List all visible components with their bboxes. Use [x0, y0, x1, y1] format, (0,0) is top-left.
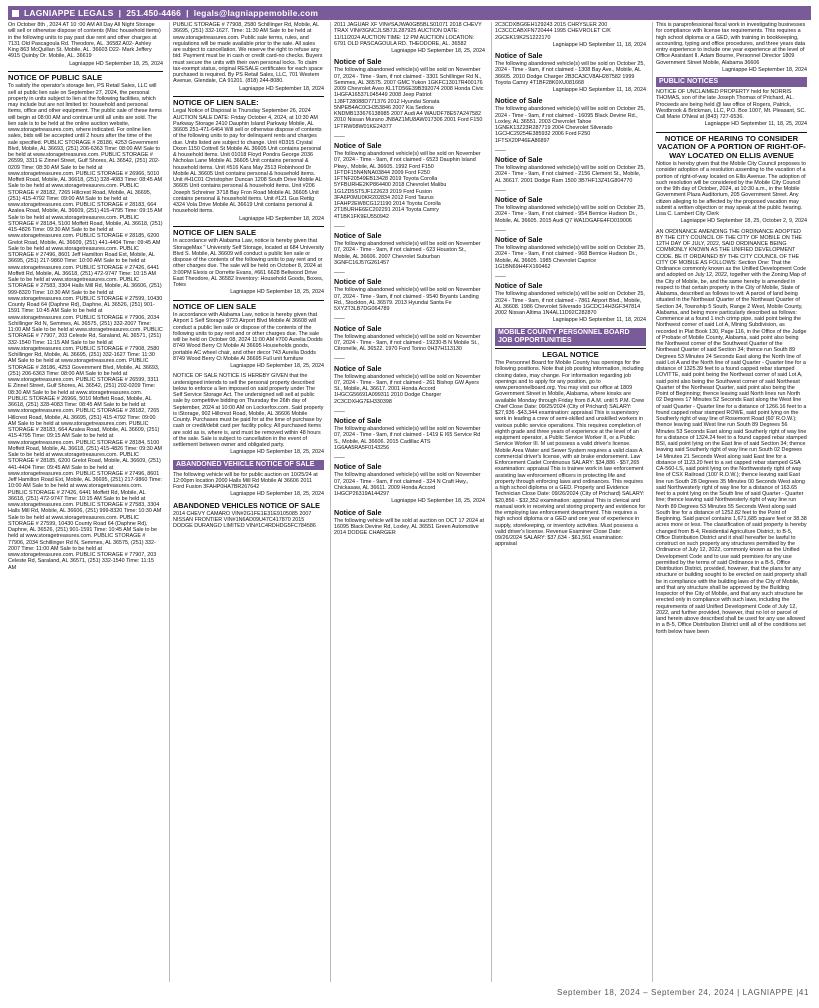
legal-notice: [173, 511, 324, 530]
publication-line: Lagniappe HD September 18, 25, 2024: [230, 363, 324, 369]
notice-title: LEGAL NOTICE: [542, 349, 599, 359]
publication-line: Lagniappe HD September 18, 25, 2024: [230, 491, 324, 498]
notice-separator: ——: [495, 227, 506, 234]
notice-body: The following vehicle will be for public auction on 10/25/24 at 12:00pm location 2000 Halls Mill Rd Mobile Al 36606 2011 Ford Fusion 3FAHP0HA7BR267642: [173, 471, 318, 490]
notice-body: To satisfy the operator's storage lien, PS Retail Sales, LLC will sell at public lien sale on September 27, 2024, the personal property in units subject to lien at the following facilities, which may include but are not limited to: household and personal items, office and other equipment. The public sale of these items will begin at 08:00 AM and continue until all units are sold. The lien sale is to be held at the online auction website, www.storagetreasures.com, where indicated. For online lien sales, bids will be accepted until 2 hours after the time of the sale specified. PUBLIC STORAGE # 28186, 4253 Government Blvd, Mobile, AL 36693, (251) 206-6363 Time: 08:00 AM Sale to be held at www.storagetreasures.com. PUBLIC STORAGE # 26599, 3311 E Zinnel Street, Gulf Shores, AL 36542, (251) 202-0209 Time: 08:30 AM Sale to be held at www.storagetreasures.com. PUBLIC STORAGE # 26966, 5010 Moffett Road, Mobile, AL 36618, (251) 328-4083 Time: 08:45 AM Sale to be held at www.storagetreasures.com. PUBLIC STORAGE # 28182, 7265 Hillcrest Road, Mobile, AL 36695, (251) 415-4792 Time: 09:00 AM Sale to be held at www.storagetreasures.com. PUBLIC STORAGE # 28183, 664 Azalea Road, Mobile, AL 36609, (251) 415-4795 Time: 09:15 AM Sale to be held at www.storagetreasures.com. PUBLIC STORAGE # 28184, 5100 Moffett Road, Mobile, AL 36618, (251) 415-4826 Time: 09:30 AM Sale to be held at www.storagetreasures.com. PUBLIC STORAGE # 28185, 6200 Grelot Road, Mobile, AL 36609, (251) 441-4404 Time: 09:45 AM Sale to be held at www.storagetreasures.com. PUBLIC STORAGE # 27496, 8601 Jeff Hamilton Road Ext, Mobile, AL 36695, (251) 217-9860 Time: 10:00 AM Sale to be held at www.storagetreasures.com. PUBLIC STORAGE # 27426, 6441 Moffett Rd, Mobile, AL 36618, (251) 472-9747 Time: 10:15 AM Sale to be held at www.storagetreasures.com. PUBLIC STORAGE # 27583, 3304 Halls Mill Rd, Mobile, AL 36606, (251) 999-8320 Time: 10:30 AM Sale to be held at www.storagetreasures.com. PUBLIC STORAGE # 27599, 10430 County Road 64 (Daphne Rd), Daphne, AL 36526, (251) 901-1591 Time: 10:45 AM Sale to be held at www.storagetreasures.com. PUBLIC STORAGE # 77906, 2034 Schillinger Rd N, Semmes, AL 36575, (251) 332-2007 Time: 11:00 AM Sale to be held at www.storagetreasures.com. PUBLIC STORAGE # 77907, 203 Celeste Rd, Saraland, AL 36571, (251) 332-1540 Time: 11:15 AM Sale to be held at www.storagetreasures.com. PUBLIC STORAGE # 77908, 2580 Schillinger Rd, Mobile, AL 36695, (251) 332-1627 Time: 11:30 AM Sale to be held at www.storagetreasures.com. PUBLIC STORAGE # 28186, 4253 Government Blvd, Mobile, AL 36693, (251) 206-6363 Time: 08:00 AM Sale to be held at www.storagetreasures.com. PUBLIC STORAGE # 26599, 3311 E Zinnel Street, Gulf Shores, AL 36542, (251) 202-0209 Time: 08:30 AM Sale to be held at www.storagetreasures.com. PUBLIC STORAGE # 26966, 5010 Moffett Road, Mobile, AL 36618, (251) 328-4083 Time: 08:45 AM Sale to be held at www.storagetreasures.com. PUBLIC STORAGE # 28182, 7265 Hillcrest Road, Mobile, AL 36695, (251) 415-4792 Time: 09:00 AM Sale to be held at www.storagetreasures.com. PUBLIC STORAGE # 28183, 664 Azalea Road, Mobile, AL 36609, (251) 415-4795 Time: 09:15 AM Sale to be held at www.storagetreasures.com. PUBLIC STORAGE # 28184, 5100 Moffett Road, Mobile, AL 36618, (251) 415-4826 Time: 09:30 AM Sale to be held at www.storagetreasures.com. PUBLIC STORAGE # 28185, 6200 Grelot Road, Mobile, AL 36609, (251) 441-4404 Time: 09:45 AM Sale to be held at www.storagetreasures.com. PUBLIC STORAGE # 27496, 8601 Jeff Hamilton Road Ext, Mobile, AL 36695, (251) 217-9860 Time: 10:00 AM Sale to be held at www.storagetreasures.com. PUBLIC STORAGE # 27426, 6441 Moffett Rd, Mobile, AL 36618, (251) 472-9747 Time: 10:15 AM Sale to be held at www.storagetreasures.com. PUBLIC STORAGE # 27583, 3304 Halls Mill Rd, Mobile, AL 36606, (251) 999-8320 Time: 10:30 AM Sale to be held at www.storagetreasures.com. PUBLIC STORAGE # 27599, 10430 County Road 64 (Daphne Rd), Daphne, AL 36526, (251) 901-1591 Time: 10:45 AM Sale to be held at www.storagetreasures.com. PUBLIC STORAGE # 77906, 2034 Schillinger Rd N, Semmes, AL 36575, (251) 332-2007 Time: 11:00 AM Sale to be held at www.storagetreasures.com. PUBLIC STORAGE # 77907, 203 Celeste Rd, Saraland, AL 36571, (251) 332-1540 Time: 11:15 AM: [8, 83, 163, 571]
notice-body: The following abandoned vehicle(s) will be sold on October 25, 2024 - Time - 9am, if not claimed - 16095 Black Devine Rd., Loxley, AL 36551. 2003 Chevrolet Tahoe 1GNEK13Z23R287719 2004 Chevrolet Silverado 1GCHC29254E385932 2006 Ford F250 1FTSX20P46EA86897: [495, 106, 645, 144]
notice-body: This is paraprofessional fiscal work in investigating businesses for compliance with license tax requirements. This requires a high school diploma or a GED, with training in bookkeeping, accounting, typing and office procedures, and three years data entry experience to include one year experience at the level of Office Assistant II. Adam Bourne, Personnel Director 1809 Government Street Mobile, Alabama 36606: [656, 22, 806, 66]
publication-line: Lagniappe HD September 11, 18, 25, 2024: [704, 121, 807, 128]
section-divider: [495, 348, 646, 349]
notice-subtitle: Notice of Sale: [334, 363, 382, 373]
legal-notice: [334, 151, 485, 220]
publication-line: Lagniappe HD September 18, 2024: [239, 85, 324, 92]
publication-line: Lagniappe HD September 18, 25, 2024: [69, 60, 163, 67]
notice-body: 2014 CHEVY CAMARO VIN#2G1FE1E31E9105085 2007 NISSAN FRONTIER VIN#1N6AD09U47C417870 2015 DODGE DURANGO LIMITED VIN#1C4RDHDG5FC784586: [173, 510, 316, 529]
notice-subtitle: Notice of Sale: [495, 51, 543, 60]
notice-subtitle: Notice of Sale: [334, 277, 382, 287]
legal-columns: [8, 22, 811, 982]
section-divider: [656, 132, 807, 133]
notice-body: The following abandoned vehicle(s) will be sold on November 07, 2024 - Time - 9am, if not claimed - 6523 Dauphin Island Pkwy., Mobile, AL 36605. 1992 Ford F150 1FTDF15N4NNA03844 2009 Ford F250 1FTNF20549EB13428 2019 Toyota Corolla 5YFBURHE2KP864400 2018 Chevrolet Malibu 1G1ZD5ST5JF122623 2019 Ford Fusion 3FA6P0MU0KR202834 2012 Ford Taurus 1FAHP2EW8CG121190 2014 Toyota Corolla 2T1BURHE6EC202291 2014 Toyota Camry 4T1BK1FK9EU550942: [334, 151, 481, 220]
notice-subtitle: Notice of Sale: [495, 195, 543, 204]
notice-body: The following abandoned vehicle(s) will be sold on October 25, 2024 - Time - 9am, if not claimed - 954 Bernice Hudson Dr., Mobile, AL 36605. 2015 Audi Q7 WA1DGAFE4FD019006: [495, 205, 645, 224]
notice-separator: ——: [334, 356, 345, 363]
notice-body: On October 8th , 2024 AT 10 :00 AM All Day All Night Storage will sell or otherwise dispose of contents (Misc household items) in the following units to pay past due rent and other charges at 7131 Old Pascagoula Rd. Theodore, AL. 36582 A02- Ashley King 863 McQuillan St. Mobile, AL. 36603 D22- Mark Jeffery 4915 Quinby Dr. Mobile, AL. 36619: [8, 22, 161, 60]
legal-notice: [495, 61, 646, 93]
notice-separator: ——: [334, 133, 345, 140]
legal-notice: [495, 165, 646, 184]
notice-separator: ——: [334, 408, 345, 415]
notice-body: The following abandoned vehicle(s) will be sold on November 07, 2024 - Time - 9am, if not claimed - 3301 Schillinger Rd N., Semmes, AL 36575. 2007 GMC Yukon 1GKFC13017R400176 2009 Chevrolet Aveo KL1TD56E39B392074 2008 Honda Civic 1HGFA16537L045449 2008 Jeep Patriot 1J8FT28088D771376 2012 Hyundai Sonata 5NPEB4AC0CH353846 2007 Kia Sedona KNDMB133676138985 2007 Audi A4 WAUDF78E57A247582 2010 Nissan Murano JN8AZ1MU8AW017306 2001 Ford F150 1FTRW08W01KE24377: [334, 67, 484, 130]
notice-body: The Personnel Board for Mobile County has openings for the following positions. Note that job posting information, including closing dates, may change. For information regarding job openings and to apply for any position, go to www.personnelboard.org. You may visit our office at 1809 Government Street in Mobile, Alabama, where kiosks are available Monday through Friday from 8 A.M. until 5 P.M. Crew Chief Close Date: 09/25/2024 (City of Prichard) SALARY: $27,936 -$43,344 examination: appraisal This is supervisory work in leading a crew of semi-skilled and unskilled workers in various public service operations. This requires completion of eighth grade and three years of experience at the level of an equipment operator, a Public Service Worker II, or a Public Service Worker III. M ust possess a valid driver's license. Mobile Area Water and Sewer System requires a valid class A commercial driver's license, with air brake endorsement. Law Enforcement Cadet Continuous SALARY: $34,886 - $57,265 examination: appraisal This is trainee work in law enforcement assisting law enforcement officers in protecting life and property through enforcing laws and ordinances. This requires a high school diploma or a GED. Property and Evidence Technician Close Date: 09/26/2024 (City of Prichard) SALARY: $20,856 - $32,352 examination: appraisal This is clerical and manual work in receiving and storing property and evidence for the employing law enforcement department. This requires a high school diploma or a GED and one year of experience in supply, storekeeping, or inventory activities. Must possess a valid driver's license. Revenue Examiner Close Date: 09/26/2024 SALARY: $37,634 - $61,561 examination: appraisal: [495, 360, 646, 548]
legal-notice: [8, 83, 163, 571]
publication-line: Lagniappe HD September 18, 25, 2024: [230, 449, 324, 456]
publication-line: Lagniappe HD September 18, 25, 2024: [391, 48, 485, 54]
legal-notice: [334, 334, 485, 353]
notice-body: The following abandoned vehicle(s) will be sold on November 07, 2024 - Time - 9am, if not claimed - 324 N Craft Hwy., Chickasaw, AL 36611. 2009 Honda Accord 1HGCP26319A144297: [334, 472, 481, 497]
notice-title: NOTICE OF LIEN SALE: [173, 227, 257, 237]
legal-notice: [334, 426, 485, 451]
page-header: [8, 6, 811, 20]
notice-body: AN ORDINANCE AMENDING THE ORDINANCE ADOPTED BY THE CITY COUNCIL OF THE CITY OF MOBILE ON THE 12TH DAY OF JULY, 2022, SAID ORDINANCE BEING COMMONLY KNOWN AS THE UNIFIED DEVELOPMENT CODE. BE IT ORDAINED BY THE CITY COUNCIL OF THE CITY OF MOBILE AS FOLLOWS: Section One: That the Ordinance commonly known as the Unified Development Code and adopted on July 12, 2022, together with the Zoning Map of the City of Mobile, be, and the same hereby is amended in respect to that certain property in the City of Mobile, State of Alabama, described as follows to-wit: A parcel of land being situated in the Northeast Quarter of the Northeast Quarter of Section 34, Township 5 South, Range 2 West, Mobile County, Alabama, and being more particularly described as follows: Commence at a found 1 inch crimp pipe, said point being the Northwest corner of said Lot A, Mining Subdivision, as recorded in Plat Book 130, Page 116, in the Office of the Judge of Probate of Mobile County, Alabama, said point also being the Northwest corner of the Southwest Quarter of the Northeast Quarter of said Section 34; thence run South 89 Degrees 53 Minutes 24 Seconds East along the North line of said Lot A and the North line of said Quarter - Quarter line for a distance of 1325.39 feet to a found capped rebar stamped LOVITTE, said point being the Northeast corner of said Lot A, said point also being the Southwest corner of said Northeast Quarter of the Northeast Quarter, said point also being the Point of Beginning; thence leaving said North lines run North 02 Degrees 17 Minutes 52 Seconds East along the West line of said Quarter - Quarter line for a distance of 1266.16 feet to a found capped rebar stamped ROWE, said point lying on the Southerly right of way line of Rosemont Road (60' R.O.W.); thence leaving said West line run South 89 Degrees 56 Minutes 53 Seconds East along said Southerly right of way line for a distance of 1324.24 feet to a found capped rebar stamped BSI, said point lying on the East line of said Section 34; thence leaving said Southerly right of way line run South 02 Degrees 14 Minutes 21 Seconds West along said East line for a distance of 1123.20 feet to a set capped rebar stamped GSA CA-560-LS, said point lying on the Northwesterly right of way line of CSX Railroad (100' R.O.W.); thence leaving said East line run South 28 Degrees 35 Minutes 00 Seconds West along said Northwesterly right of way line for a distance of 163.65 feet to a point lying on the South line of said Quarter - Quarter line; thence leaving said Northwesterly right of way line run North 89 Degrees 53 Minutes 55 Seconds West along said South line for a distance of 1252.82 feet to the Point of Beginning. Said parcel contains 1,671,685 square feet or 38.38 acres more or less. The classification of said property is hereby changed from B-4, Residential Agriculture District, to B-5, Office Distribution District and it shall hereafter be lawful to construct on such property any structures permitted by the Ordinance of July 12, 2022, commonly known as the Unified Development Code and to use said premises for any use permitted by the terms of said Ordinance in a B-5, Office Distribution District, provided, however, that the plans for any structure or building sought to be erected on said property shall be in compliance with the building laws of the City of Mobile, and that any structure shall be approved by the Building Inspector of the City of Mobile, and that any such structure be erected only in compliance with such laws, including the requirements of said Unified Development Code of July 12, 2022, and further provided, however, that no lot or parcel of land herein above described shall be used for any use allowed in a B-5, Office Distribution District until all of the conditions set forth below have been: [656, 228, 807, 635]
notice-body: The following abandoned vehicle(s) will be sold on November 07, 2024 - Time - 9am, if not claimed - 19230-B N Mobile St., Citronelle, AL 36522. 1970 Ford Torino 0H37H113130: [334, 333, 481, 352]
notice-body: The following abandoned vehicle(s) will be sold on November 07, 2024 - Time - 9am, if not claimed - 261 Bishop GW Ayers St., Mobile, AL 36617. 2001 Honda Accord 1HGCG56691A099311 2010 Dodge Charger 2C3CDXHG7EH330398: [334, 373, 481, 405]
notice-subtitle: Notice of Sale: [495, 281, 543, 291]
page-footer: September 18, 2024 – September 24, 2024 | LAGNIAPPE |41: [557, 988, 809, 997]
legal-notice: [334, 374, 485, 405]
notice-body: The following abandoned vehicle(s) will be sold on November 07, 2024 - Time - 9am, if not claimed - 623 Houston St., Mobile, AL 36606. 2007 Chevrolet Suburban 3GNFC16J57G261457: [334, 241, 481, 266]
notice-subtitle: Notice of Sale: [334, 323, 382, 333]
legal-notice: [495, 291, 646, 323]
header-separator: |: [118, 8, 122, 18]
notice-body: In accordance with Alabama Law, notice is hereby given that Airport 1 Self Storage 9723 Airport Blvd Mobile Al 36608 will conduct a public lien sale or dispose of the contents of the following units to pay rent and or other charges due. The sale will be held on October 08, 2024 11:00 AM #700 Aurelia Dodds 8749 Wood Berry Ct Mobile Al 36695 Households goods, portable AC wheel chair, and other decor 743 Aurelia Dodds 8749 Wood Berry Ct Mobile Al 36695 Full unit furniture: [173, 312, 323, 362]
notice-subtitle: Notice of Sale: [495, 235, 543, 244]
notice-subtitle: Notice of Sale: [334, 416, 382, 425]
legal-notice: [656, 22, 807, 73]
notice-title: NOTICE OF LIEN SALE:: [173, 97, 259, 107]
notice-body: NOTICE OF UNCLAIMED PROPERTY held for NORRIS THOMAS, son of the late Joseph Thomas of Prichard, AL. Proceeds are being held @ law office of Rogers, Patrick, Westbrook & Brickman, LLC, P.O. Box 1007, Mt. Pleasant, SC. Call Marie O'Neal at (843) 727-6536.: [656, 89, 806, 120]
header-email[interactable]: legals@lagniappemobile.com: [193, 8, 319, 18]
legal-notice: [173, 312, 324, 369]
legal-notice: [334, 287, 485, 312]
column-1: [8, 22, 163, 982]
category-banner: PUBLIC NOTICES: [656, 77, 807, 87]
header-separator: |: [186, 8, 189, 18]
notice-separator: ——: [334, 270, 345, 276]
column-3: [330, 22, 485, 982]
publication-line: Lagniappe HD September 11, 18, 2024: [552, 41, 646, 48]
notice-separator: ——: [334, 223, 345, 230]
category-banner: MOBILE COUNTY PERSONNEL BOARD JOB OPPORTUNITIES: [495, 328, 646, 346]
legal-notice: [334, 518, 485, 537]
notice-subtitle: Notice of Sale: [334, 462, 382, 472]
publication-line: Lagniappe HD September 18, 2024: [239, 215, 324, 222]
section-divider: [173, 300, 324, 301]
publication-line: Lagniappe HD September 18, 25, October 2, 9, 2024: [680, 218, 807, 225]
notice-subtitle: ABANDONED VEHICLES NOTICE OF SALE: [173, 500, 320, 510]
legal-notice: [173, 108, 324, 222]
notice-body: In accordance with Alabama Law, notice is hereby given that StorageMax " University Self Storage, located at 684 University Blvd S. Mobile, AL 36609 will conduct a public lien sale or dispose of the contents of the following units to pay rent and or other charges due. The sale will be held on October 8, 2024 at 3:00PM Elexis or Dorrette Evans, #661 6628 Bellwood Drive East Theodore, AL 36582 Inventory: Household Goods, Boxes, Totes: [173, 238, 324, 288]
legal-notice: [495, 245, 646, 270]
notice-subtitle: Notice of Sale: [495, 155, 543, 164]
legal-notice: [495, 205, 646, 224]
notice-title: NOTICE OF PUBLIC SALE: [8, 72, 103, 82]
publication-line: Lagniappe HD September 18, 25, 2024: [391, 498, 485, 505]
legal-notice: [334, 67, 485, 130]
legal-notice: [656, 161, 807, 225]
notice-body: 2011 JAGUAR XF VIN#SAJWA0GB5BLS01071 2018 CHEVY TRAX VIN#3GNCJLSB7JL287925 AUCTION DATE: 11/11/2024 AUCTION TIME: 12 PM AUCTION LOCATION: 6791 OLD PASCAGOULA RD. THEODORE, AL. 36582: [334, 22, 482, 47]
notice-body: Legal Notice of Disposal is Thursday September 26, 2024 AUCTION SALE DATE: Friday October 4, 2024, at 10:30 AM Parkway Storage 2410 Dauphin Island Parkway Mobile, AL 36605 251-471-6464 Will sell or otherwise dispose of contents of the following units to pay for delinquent rents and charges due. Units listed are subject to change. Unit #D315 Crystal Dixon 1150 Cottrell St Mobile AL 36605 Unit contains personal & household items. Unit 01018 Floyd Pondra George 2036 Nicholas Lane Mobile AL 36605 Unit contains personal & household items. Unit #516 Kara May 2513 Robinhood Dr Mobile AL 36605 Unit contains personal & household items. Unit #H1C01 Christopher Duncan 1208 South Drive Mobile AL 36605 Unit contains personal & household items. Unit #206 Joseph Schreiner 3718 Bay Fron Road Mobile AL 36605 Unit contains personal & household items. Unit #121 Gus Rettig 4324 Vola Drive Mobile AL 36619 Unit contains personal & household items.: [173, 108, 322, 215]
section-divider: [173, 96, 324, 97]
notice-body: The following abandoned vehicle(s) will be sold on November 07, 2024 - Time - 9am, if not claimed - 1419 E I65 Service Rd S., Mobile, AL 36606. 2015 Cadillac ATS 1G6AA5RA5F0143256: [334, 426, 481, 451]
notice-subtitle: Notice of Sale: [334, 57, 382, 67]
notice-body: Notice is hereby given that the Mobile City Council proposes to consider adoption of a resolution assenting to the vacation of a portion of right-of-way located on Ellis Avenue. The adoption of such resolution will be considered by the Mobile City Council on the 9th day of October, 2024, at 10:30 a.m., in the Mobile Government Plaza Auditorium, 205 Government Street. Any citizen alleging to be affected by the proposed vacation may submit a written objection or may speak at the public hearing. Lisa C. Lambert City Clerk: [656, 161, 806, 217]
legal-notice: [656, 229, 807, 635]
notice-title: NOTICE OF LIEN SALE: [173, 301, 257, 311]
notice-body: The following vehicle will be sold at auction on OCT 17 2024 at 16095 Black Devine Rd, Loxley, AL 36551 Green Automotive 2014 DODGE CHARGER: [334, 517, 485, 536]
legal-notice: [173, 22, 324, 92]
notice-body: NOTICE OF SALE NOTICE IS HEREBY GIVEN that the undersigned intends to sell the personal property described below to enforce a lien imposed on said property under The Self Service Storage Act. The undersigned will sell at public sale by competitive bidding on Thursday the 26th day of September, 2024 at 10:00 AM on Lockerfox.com. Said property is iStorage, 902 Hillcrest Road, Mobile, AL 36606 Mobile County. Purchases must be paid for at the time of purchase by cash or credit/debit card per facility policy. All purchased items are sold as is, where is, and must be removed within 48 hours of the sale. Sale is subject to cancellation in the event of settlement between owner and obligated party.: [173, 373, 324, 448]
notice-subtitle: Notice of Sale: [495, 96, 543, 106]
header-label: LAGNIAPPE LEGALS: [24, 8, 114, 18]
notice-subtitle: Notice of Sale: [334, 231, 382, 240]
notice-body: The following abandoned vehicle(s) will be sold on October 25, 2024 - Time - 9am, if not claimed - 2156 Clement St., Mobile, AL 36617. 2001 Dodge Ram 1500 3B7HF13Z41G804770: [495, 165, 645, 184]
notice-body: The following abandoned vehicle(s) will be sold on November 07, 2024 - Time - 9am, if not claimed - 9540 Bryants Landing Rd., Stockton, AL 36579. 2013 Hyundai Santa Fe 5XYZT3LB7DG064789: [334, 287, 481, 312]
legal-notice: [334, 472, 485, 504]
notice-subtitle: Notice of Sale: [334, 507, 382, 517]
notice-separator: ——: [495, 187, 506, 194]
legal-notice: [334, 241, 485, 266]
header-phone: 251.450-4466: [126, 8, 182, 18]
notice-title: NOTICE OF HEARING TO CONSIDER VACATION OF A PORTION OF RIGHT-OF-WAY LOCATED ON ELLIS AVENUE: [657, 133, 806, 160]
notice-body: The following abandoned vehicle(s) will be sold on October 25, 2024 - Time - 9am, if not claimed - 1308 Bay Ave., Mobile, AL 36605. 2010 Dodge Charger 2B3CA3CV8AH287582 1999 Toyota Camry 4T1BF28K0XU081668: [495, 61, 645, 86]
column-5: [652, 22, 807, 982]
legal-notice: [173, 373, 324, 455]
notice-separator: ——: [495, 274, 506, 280]
square-icon: [12, 10, 19, 17]
section-divider: [8, 71, 163, 72]
notice-subtitle: Notice of Sale: [334, 141, 382, 150]
publication-line: Lagniappe HD September 11, 18, 2024: [552, 87, 646, 93]
publication-line: Lagniappe HD September 18, 2024: [722, 66, 807, 73]
legal-notice: [495, 22, 646, 48]
legal-notice: [173, 238, 324, 295]
section-divider: [173, 226, 324, 227]
publication-line: Lagniappe HD September 11, 18, 2024: [552, 317, 646, 324]
notice-body: PUBLIC STORAGE # 77908, 2580 Schillinger Rd, Mobile, AL 36695, (251) 332-1627. Time: 11:30 AM Sale to be held at www.storagetreasures.com. Public sale terms, rules, and regulations will be made available prior to the sale. All sales are subject to cancellation. We reserve the right to refuse any bid. Payment must be in cash or credit card-no checks. Buyers must secure the units with their own personal locks. To claim tax-exempt status, original RESALE certificates for each space purchased is required. By PS Retail Sales, LLC, 701 Western Avenue, Glendale, CA 91201. (818) 244-8080.: [173, 22, 323, 85]
notice-separator: ——: [334, 316, 345, 323]
notice-body: The following abandoned vehicle(s) will be sold on October 25, 2024 - Time - 9am, if not claimed - 7861 Airport Blvd., Mobile, AL 36608. 1986 Chevrolet Silverado 1GCDC14H3GF347814 2002 Nissan Altima 1N4AL11D92C282870: [495, 291, 645, 316]
column-4: [491, 22, 646, 982]
legal-notice: [334, 22, 485, 54]
notice-separator: ——: [495, 147, 506, 154]
category-banner: ABANDONED VEHICLE NOTICE OF SALE: [173, 460, 324, 470]
publication-line: Lagniappe HD September 18, 25, 2024: [230, 289, 324, 296]
notice-separator: ——: [334, 455, 345, 461]
column-2: [169, 22, 324, 982]
legal-notice: [173, 472, 324, 498]
legal-notice: [495, 106, 646, 144]
legal-notice: [8, 22, 163, 67]
legal-notice: [656, 89, 807, 128]
legal-notice: [495, 360, 646, 548]
notice-body: 2C3CDXBG6EH129243 2015 CHRYSLER 200 1C3CCCABXFN720444 1995 CHEVROLET C/K 2GCEK19K2S1222170: [495, 22, 611, 41]
notice-body: The following abandoned vehicle(s) will be sold on October 25, 2024 - Time - 9am, if not claimed - 968 Bernice Hudson Dr., Mobile, AL 36605. 1985 Chevrolet Caprice 1G1BN69H4FX160462: [495, 245, 645, 270]
